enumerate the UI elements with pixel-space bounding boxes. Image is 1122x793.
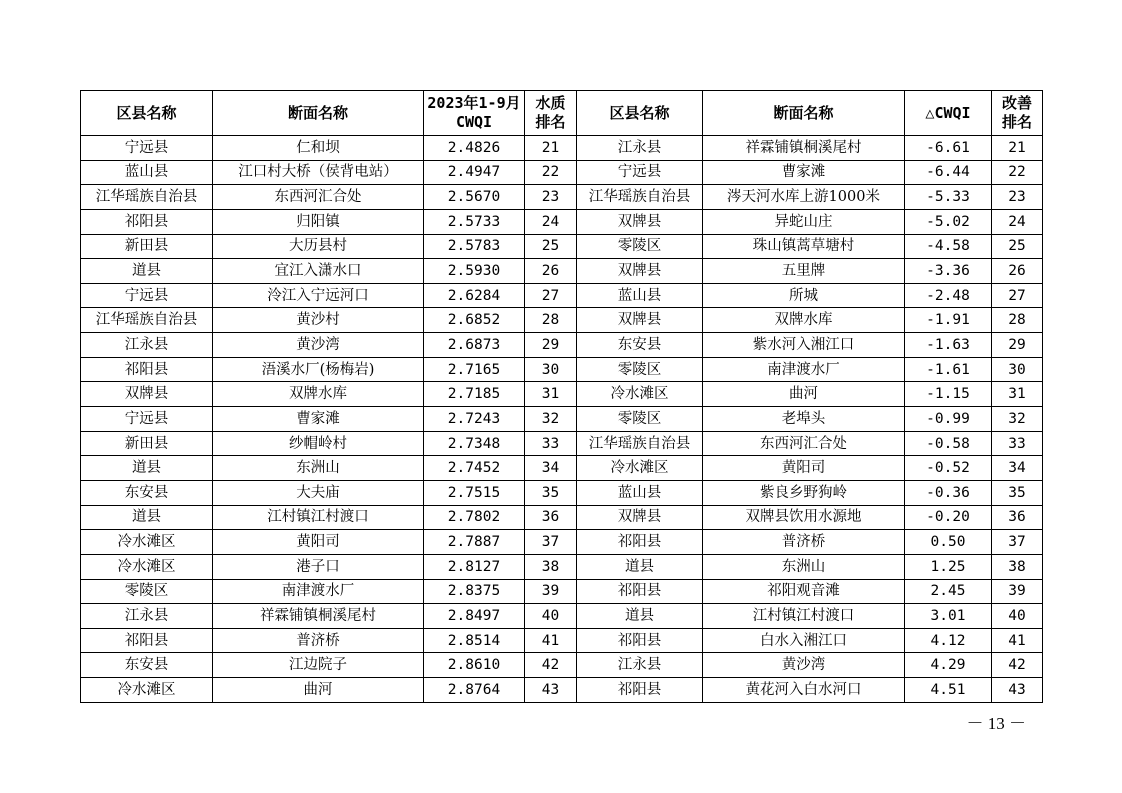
improve-rank-cell: 22 [992, 160, 1043, 185]
cwqi-cell: 2.7165 [424, 357, 525, 382]
cwqi-cell: 2.6873 [424, 333, 525, 358]
county-cell: 祁阳县 [81, 628, 213, 653]
table-row [81, 431, 1043, 456]
county-cell: 江华瑶族自治县 [81, 308, 213, 333]
section-cell: 江村镇江村渡口 [213, 505, 424, 530]
cwqi-cell: 2.7243 [424, 407, 525, 432]
cwqi-cell: 2.8375 [424, 579, 525, 604]
table-row [81, 628, 1043, 653]
section-cell-right: 曹家滩 [703, 160, 905, 185]
section-cell-right: 涔天河水库上游1000米 [703, 185, 905, 210]
delta-cwqi-cell: 2.45 [905, 579, 992, 604]
county-cell-right: 冷水滩区 [577, 382, 703, 407]
county-cell: 新田县 [81, 234, 213, 259]
header-county-right: 区县名称 [577, 91, 703, 136]
improve-rank-cell: 40 [992, 604, 1043, 629]
header-cwqi-line2: CWQI [455, 113, 493, 131]
table-row [81, 185, 1043, 210]
county-cell-right: 冷水滩区 [577, 456, 703, 481]
quality-rank-cell: 33 [525, 431, 577, 456]
quality-rank-cell: 43 [525, 678, 577, 703]
section-cell: 双牌水库 [213, 382, 424, 407]
county-cell: 道县 [81, 456, 213, 481]
table-row [81, 530, 1043, 555]
delta-cwqi-cell: -4.58 [905, 234, 992, 259]
delta-cwqi-cell: -1.91 [905, 308, 992, 333]
table-body [81, 136, 1043, 703]
improve-rank-cell: 24 [992, 209, 1043, 234]
table-row [81, 653, 1043, 678]
section-cell: 泠江入宁远河口 [213, 283, 424, 308]
county-cell: 蓝山县 [81, 160, 213, 185]
cwqi-cell: 2.5783 [424, 234, 525, 259]
header-delta-cwqi: △CWQI [905, 91, 992, 136]
quality-rank-cell: 27 [525, 283, 577, 308]
section-cell: 曲河 [213, 678, 424, 703]
table-row [81, 283, 1043, 308]
cwqi-cell: 2.8127 [424, 554, 525, 579]
improve-rank-cell: 27 [992, 283, 1043, 308]
quality-rank-cell: 28 [525, 308, 577, 333]
county-cell-right: 祁阳县 [577, 628, 703, 653]
table-row [81, 259, 1043, 284]
county-cell-right: 双牌县 [577, 259, 703, 284]
quality-rank-cell: 30 [525, 357, 577, 382]
section-cell-right: 所城 [703, 283, 905, 308]
section-cell: 归阳镇 [213, 209, 424, 234]
header-section: 断面名称 [213, 91, 424, 136]
county-cell-right: 双牌县 [577, 308, 703, 333]
table-row [81, 308, 1043, 333]
table-row [81, 407, 1043, 432]
delta-cwqi-cell: -1.61 [905, 357, 992, 382]
section-cell-right: 黄沙湾 [703, 653, 905, 678]
county-cell: 宁远县 [81, 407, 213, 432]
section-cell: 黄沙村 [213, 308, 424, 333]
section-cell-right: 双牌县饮用水源地 [703, 505, 905, 530]
delta-cwqi-cell: -0.52 [905, 456, 992, 481]
section-cell: 仁和坝 [213, 136, 424, 161]
table-row [81, 333, 1043, 358]
improve-rank-cell: 28 [992, 308, 1043, 333]
cwqi-cell: 2.7348 [424, 431, 525, 456]
delta-cwqi-cell: -3.36 [905, 259, 992, 284]
cwqi-cell: 2.7515 [424, 480, 525, 505]
county-cell: 宁远县 [81, 136, 213, 161]
table-row [81, 554, 1043, 579]
county-cell-right: 祁阳县 [577, 579, 703, 604]
cwqi-cell: 2.5670 [424, 185, 525, 210]
county-cell: 道县 [81, 505, 213, 530]
header-cwqi-line1: 2023年1-9月 [427, 94, 521, 112]
county-cell-right: 零陵区 [577, 407, 703, 432]
table-row [81, 505, 1043, 530]
quality-rank-cell: 36 [525, 505, 577, 530]
quality-rank-cell: 39 [525, 579, 577, 604]
cwqi-cell: 2.4826 [424, 136, 525, 161]
header-quality-rank-line2: 排名 [535, 113, 566, 131]
delta-cwqi-cell: -0.58 [905, 431, 992, 456]
table-row [81, 357, 1043, 382]
county-cell: 冷水滩区 [81, 530, 213, 555]
improve-rank-cell: 38 [992, 554, 1043, 579]
section-cell: 南津渡水厂 [213, 579, 424, 604]
section-cell: 浯溪水厂(杨梅岩) [213, 357, 424, 382]
county-cell-right: 祁阳县 [577, 678, 703, 703]
section-cell-right: 老埠头 [703, 407, 905, 432]
county-cell-right: 蓝山县 [577, 480, 703, 505]
quality-rank-cell: 26 [525, 259, 577, 284]
table-header-row [81, 91, 1043, 136]
delta-cwqi-cell: 0.50 [905, 530, 992, 555]
section-cell: 大历县村 [213, 234, 424, 259]
county-cell-right: 双牌县 [577, 209, 703, 234]
county-cell: 祁阳县 [81, 357, 213, 382]
delta-cwqi-cell: -6.61 [905, 136, 992, 161]
county-cell: 宁远县 [81, 283, 213, 308]
header-improve-rank [992, 91, 1043, 136]
improve-rank-cell: 42 [992, 653, 1043, 678]
delta-cwqi-cell: -5.33 [905, 185, 992, 210]
cwqi-cell: 2.7452 [424, 456, 525, 481]
county-cell-right: 道县 [577, 554, 703, 579]
table-row [81, 382, 1043, 407]
cwqi-cell: 2.8497 [424, 604, 525, 629]
county-cell-right: 双牌县 [577, 505, 703, 530]
section-cell-right: 五里牌 [703, 259, 905, 284]
header-section-right: 断面名称 [703, 91, 905, 136]
improve-rank-cell: 43 [992, 678, 1043, 703]
county-cell-right: 东安县 [577, 333, 703, 358]
section-cell-right: 双牌水库 [703, 308, 905, 333]
header-quality-rank [525, 91, 577, 136]
improve-rank-cell: 31 [992, 382, 1043, 407]
county-cell: 江华瑶族自治县 [81, 185, 213, 210]
improve-rank-cell: 33 [992, 431, 1043, 456]
section-cell-right: 白水入湘江口 [703, 628, 905, 653]
delta-cwqi-cell: -0.99 [905, 407, 992, 432]
cwqi-cell: 2.8764 [424, 678, 525, 703]
county-cell: 冷水滩区 [81, 554, 213, 579]
quality-rank-cell: 41 [525, 628, 577, 653]
improve-rank-cell: 35 [992, 480, 1043, 505]
header-improve-rank-line2: 排名 [1001, 113, 1032, 131]
cwqi-cell: 2.4947 [424, 160, 525, 185]
header-county: 区县名称 [81, 91, 213, 136]
section-cell: 东洲山 [213, 456, 424, 481]
quality-rank-cell: 24 [525, 209, 577, 234]
delta-cwqi-cell: -2.48 [905, 283, 992, 308]
section-cell-right: 东西河汇合处 [703, 431, 905, 456]
section-cell: 黄沙湾 [213, 333, 424, 358]
county-cell: 祁阳县 [81, 209, 213, 234]
county-cell-right: 零陵区 [577, 234, 703, 259]
quality-rank-cell: 23 [525, 185, 577, 210]
section-cell-right: 紫良乡野狗岭 [703, 480, 905, 505]
section-cell: 江口村大桥（侯背电站） [213, 160, 424, 185]
county-cell: 江永县 [81, 604, 213, 629]
delta-cwqi-cell: -0.20 [905, 505, 992, 530]
improve-rank-cell: 26 [992, 259, 1043, 284]
section-cell-right: 东洲山 [703, 554, 905, 579]
county-cell: 江永县 [81, 333, 213, 358]
improve-rank-cell: 36 [992, 505, 1043, 530]
county-cell-right: 蓝山县 [577, 283, 703, 308]
county-cell: 冷水滩区 [81, 678, 213, 703]
improve-rank-cell: 30 [992, 357, 1043, 382]
section-cell: 港子口 [213, 554, 424, 579]
table-row [81, 234, 1043, 259]
water-quality-ranking-table [80, 90, 1043, 703]
county-cell: 新田县 [81, 431, 213, 456]
quality-rank-cell: 32 [525, 407, 577, 432]
improve-rank-cell: 32 [992, 407, 1043, 432]
cwqi-cell: 2.5733 [424, 209, 525, 234]
delta-cwqi-cell: -1.15 [905, 382, 992, 407]
quality-rank-cell: 42 [525, 653, 577, 678]
header-quality-rank-line1: 水质 [535, 94, 566, 112]
header-cwqi [424, 91, 525, 136]
delta-cwqi-cell: 4.29 [905, 653, 992, 678]
delta-cwqi-cell: -6.44 [905, 160, 992, 185]
section-cell-right: 黄花河入白水河口 [703, 678, 905, 703]
improve-rank-cell: 21 [992, 136, 1043, 161]
quality-rank-cell: 37 [525, 530, 577, 555]
delta-cwqi-cell: 4.51 [905, 678, 992, 703]
county-cell: 道县 [81, 259, 213, 284]
section-cell-right: 南津渡水厂 [703, 357, 905, 382]
quality-rank-cell: 31 [525, 382, 577, 407]
section-cell-right: 紫水河入湘江口 [703, 333, 905, 358]
county-cell: 东安县 [81, 480, 213, 505]
quality-rank-cell: 21 [525, 136, 577, 161]
section-cell: 黄阳司 [213, 530, 424, 555]
improve-rank-cell: 37 [992, 530, 1043, 555]
county-cell-right: 祁阳县 [577, 530, 703, 555]
delta-cwqi-cell: 1.25 [905, 554, 992, 579]
section-cell-right: 曲河 [703, 382, 905, 407]
table-row [81, 136, 1043, 161]
delta-cwqi-cell: -0.36 [905, 480, 992, 505]
section-cell-right: 祁阳观音滩 [703, 579, 905, 604]
county-cell-right: 江永县 [577, 653, 703, 678]
quality-rank-cell: 40 [525, 604, 577, 629]
county-cell-right: 宁远县 [577, 160, 703, 185]
cwqi-cell: 2.5930 [424, 259, 525, 284]
table-row [81, 209, 1043, 234]
table-row [81, 678, 1043, 703]
section-cell: 东西河汇合处 [213, 185, 424, 210]
improve-rank-cell: 41 [992, 628, 1043, 653]
table-row [81, 604, 1043, 629]
delta-cwqi-cell: -1.63 [905, 333, 992, 358]
improve-rank-cell: 25 [992, 234, 1043, 259]
section-cell: 祥霖铺镇桐溪尾村 [213, 604, 424, 629]
section-cell-right: 异蛇山庄 [703, 209, 905, 234]
quality-rank-cell: 38 [525, 554, 577, 579]
section-cell: 江边院子 [213, 653, 424, 678]
county-cell: 双牌县 [81, 382, 213, 407]
quality-rank-cell: 22 [525, 160, 577, 185]
cwqi-cell: 2.6852 [424, 308, 525, 333]
section-cell-right: 祥霖铺镇桐溪尾村 [703, 136, 905, 161]
quality-rank-cell: 25 [525, 234, 577, 259]
county-cell-right: 江永县 [577, 136, 703, 161]
page-number: － 13 － [966, 714, 1026, 733]
county-cell-right: 江华瑶族自治县 [577, 431, 703, 456]
section-cell: 纱帽岭村 [213, 431, 424, 456]
cwqi-cell: 2.8610 [424, 653, 525, 678]
section-cell: 曹家滩 [213, 407, 424, 432]
table-row [81, 579, 1043, 604]
county-cell-right: 江华瑶族自治县 [577, 185, 703, 210]
improve-rank-cell: 39 [992, 579, 1043, 604]
header-improve-rank-line1: 改善 [1001, 94, 1032, 112]
cwqi-cell: 2.6284 [424, 283, 525, 308]
quality-rank-cell: 29 [525, 333, 577, 358]
improve-rank-cell: 23 [992, 185, 1043, 210]
county-cell-right: 道县 [577, 604, 703, 629]
county-cell-right: 零陵区 [577, 357, 703, 382]
table-row [81, 160, 1043, 185]
delta-cwqi-cell: 3.01 [905, 604, 992, 629]
county-cell: 东安县 [81, 653, 213, 678]
cwqi-cell: 2.7887 [424, 530, 525, 555]
section-cell-right: 普济桥 [703, 530, 905, 555]
cwqi-cell: 2.8514 [424, 628, 525, 653]
cwqi-cell: 2.7802 [424, 505, 525, 530]
county-cell: 零陵区 [81, 579, 213, 604]
section-cell: 大夫庙 [213, 480, 424, 505]
section-cell: 宜江入潇水口 [213, 259, 424, 284]
section-cell-right: 黄阳司 [703, 456, 905, 481]
table-row [81, 480, 1043, 505]
section-cell-right: 江村镇江村渡口 [703, 604, 905, 629]
section-cell: 普济桥 [213, 628, 424, 653]
delta-cwqi-cell: -5.02 [905, 209, 992, 234]
section-cell-right: 珠山镇蒿草塘村 [703, 234, 905, 259]
quality-rank-cell: 35 [525, 480, 577, 505]
delta-cwqi-cell: 4.12 [905, 628, 992, 653]
improve-rank-cell: 34 [992, 456, 1043, 481]
cwqi-cell: 2.7185 [424, 382, 525, 407]
table-row [81, 456, 1043, 481]
quality-rank-cell: 34 [525, 456, 577, 481]
improve-rank-cell: 29 [992, 333, 1043, 358]
